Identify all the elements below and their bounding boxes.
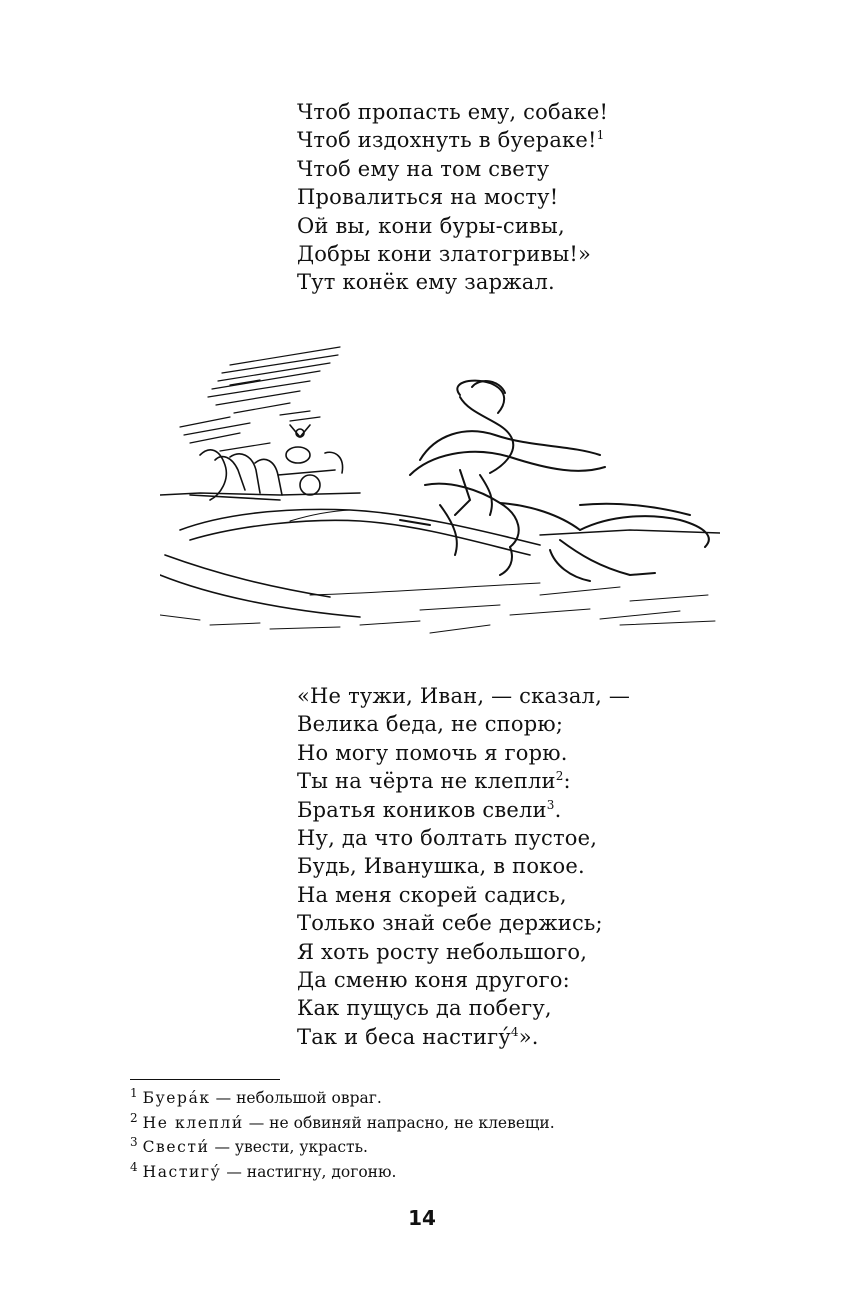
- ground-hatching: [160, 587, 715, 633]
- road: [160, 509, 540, 617]
- horse-chase-illustration: [160, 325, 720, 655]
- footnote: $^3$ Свести́ — увести, украсть.: [130, 1134, 368, 1156]
- footnote-ref: 1: [596, 128, 605, 143]
- verse-line: Как пущусь да побегу,: [297, 996, 552, 1021]
- poem-stanza-bottom: [297, 682, 630, 1051]
- sky-hatching: [180, 347, 340, 451]
- verse-line: Чтоб пропасть ему, собаке!: [297, 100, 609, 124]
- verse-line: Ты на чёрта не клепли$^2$:: [297, 769, 571, 794]
- verse-line: Велика беда, не спорю;: [297, 712, 564, 737]
- troika-sketch: [190, 425, 343, 500]
- verse-line: Только знай себе держись;: [297, 911, 603, 936]
- verse-line: Я хоть росту небольшого,: [297, 939, 588, 964]
- footnote-ref: 2: [555, 769, 564, 784]
- footnote-divider: [130, 1079, 280, 1080]
- verse-line: Ой вы, кони буры-сивы,: [297, 213, 565, 238]
- verse-line: Так и беса настигу́$^4$».: [297, 1024, 539, 1049]
- verse-line: Братья коников свели$^3$.: [297, 797, 562, 822]
- rider-on-horse: [400, 381, 709, 581]
- footnote: $^4$ Настигу́ — настигну, догоню.: [130, 1159, 397, 1181]
- footnotes: [130, 1086, 555, 1184]
- footnote: $^2$ Не клепли́ — не обвиняй напрасно, не клевещи.: [130, 1110, 555, 1132]
- verse-line: Добры кони златогривы!»: [297, 242, 592, 267]
- verse-line: Ну, да что болтать пустое,: [297, 826, 598, 851]
- verse-line: Тут конёк ему заржал.: [297, 270, 555, 295]
- page-number: 14: [408, 1206, 436, 1230]
- verse-line: Будь, Иванушка, в покое.: [297, 854, 585, 879]
- verse-line: «Не тужи, Иван, — сказал, —: [297, 684, 631, 708]
- verse-line: Чтоб ему на том свету: [297, 156, 550, 181]
- verse-line: Да сменю коня другого:: [297, 968, 570, 993]
- footnote-ref: 4: [510, 1024, 519, 1039]
- footnote-ref: 3: [546, 797, 555, 812]
- verse-line: Провалиться на мосту!: [297, 185, 559, 210]
- footnote: $^1$ Буера́к — небольшой овраг.: [130, 1085, 382, 1107]
- poem-stanza-top: [297, 98, 608, 297]
- verse-line: Чтоб издохнуть в буераке!$^1$: [297, 128, 605, 153]
- verse-line: Но могу помочь я горю.: [297, 740, 568, 765]
- verse-line: На меня скорей садись,: [297, 882, 567, 907]
